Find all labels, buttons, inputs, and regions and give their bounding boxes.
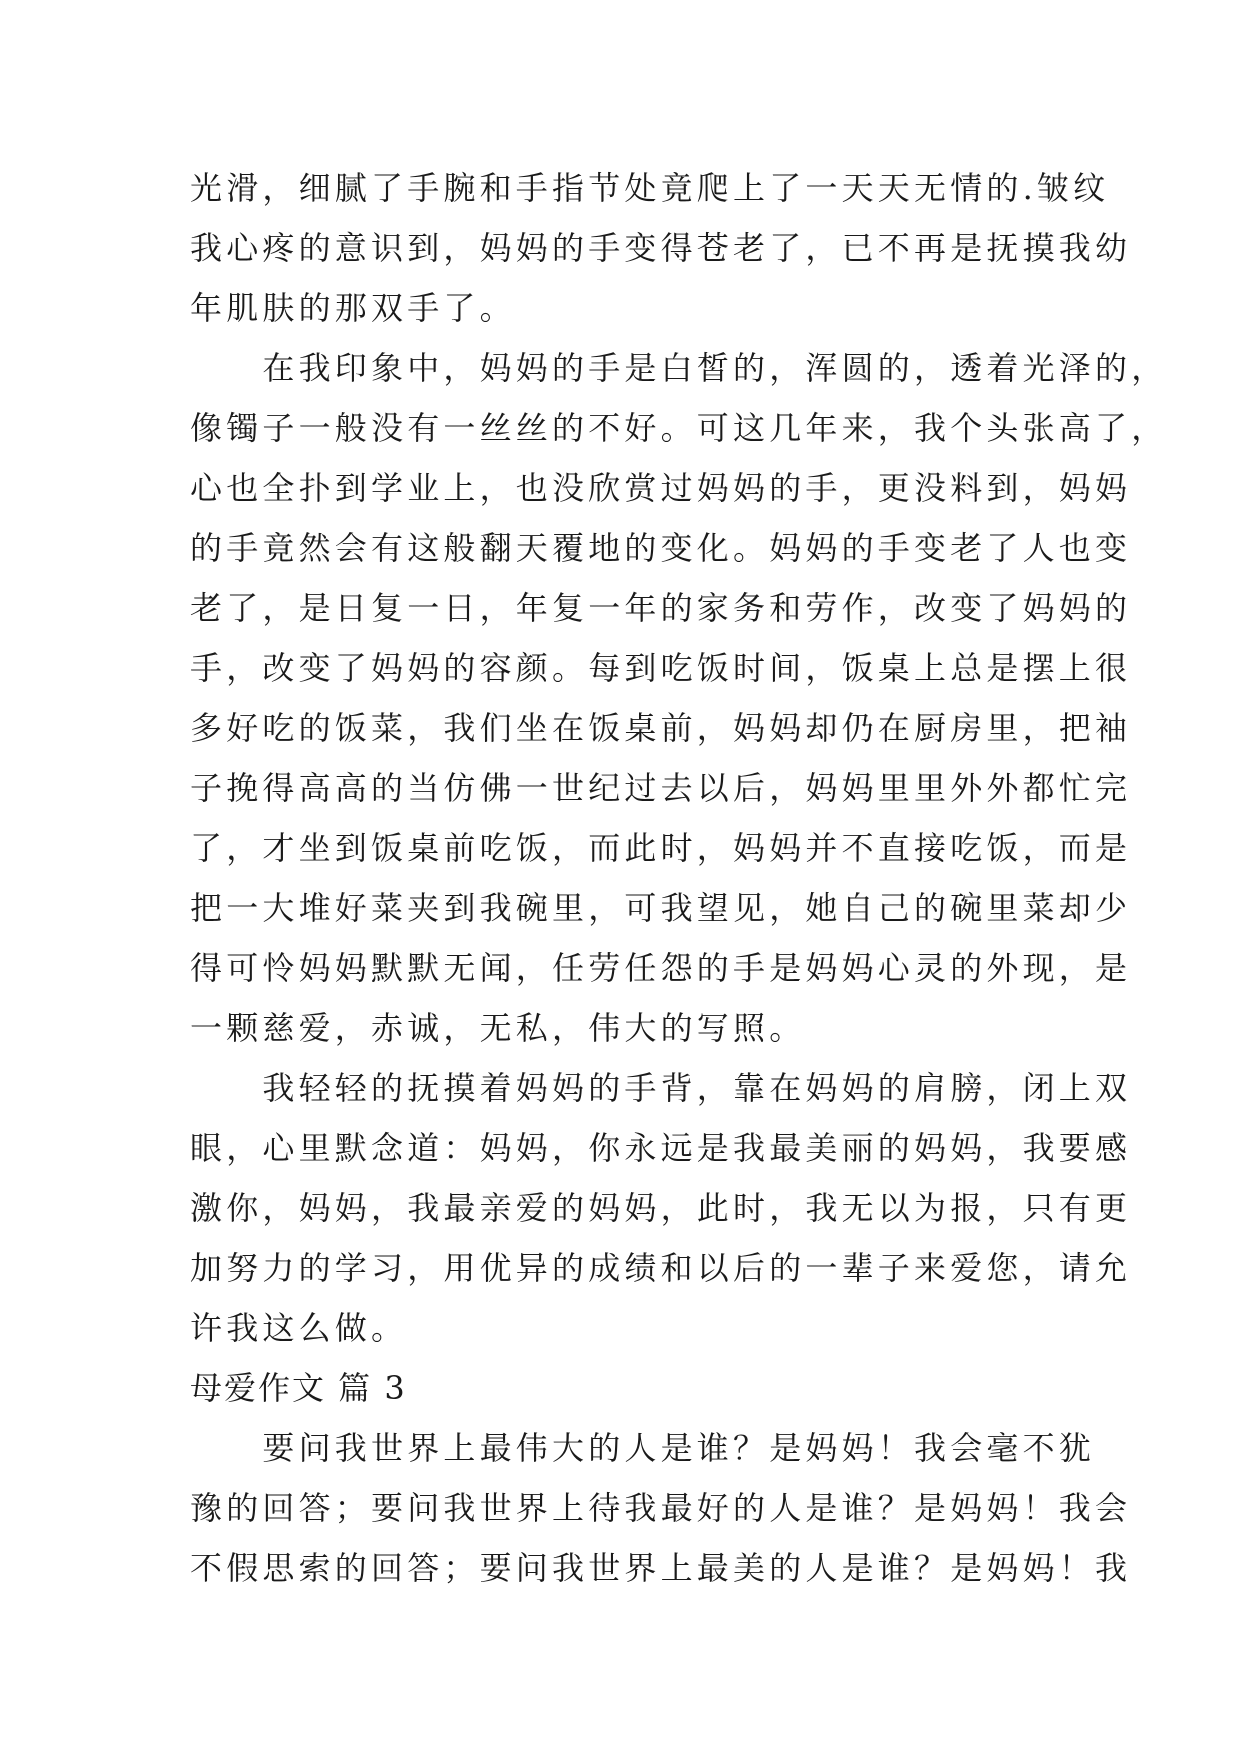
text-line: 眼，心里默念道：妈妈，你永远是我最美丽的妈妈，我要感 bbox=[190, 1129, 1132, 1167]
document-body bbox=[190, 158, 1168, 1598]
text-line: 了，才坐到饭桌前吃饭，而此时，妈妈并不直接吃饭，而是 bbox=[190, 829, 1132, 867]
text-line: 老了，是日复一日，年复一年的家务和劳作，改变了妈妈的 bbox=[190, 589, 1132, 627]
text-line: 心也全扑到学业上，也没欣赏过妈妈的手，更没料到，妈妈 bbox=[190, 469, 1132, 507]
paragraph-1 bbox=[190, 158, 1132, 338]
text-line: 得可怜妈妈默默无闻，任劳任怨的手是妈妈心灵的外现，是 bbox=[190, 949, 1132, 987]
text-line: 年肌肤的那双手了。 bbox=[190, 289, 516, 327]
text-line: 的手竟然会有这般翻天覆地的变化。妈妈的手变老了人也变 bbox=[190, 529, 1132, 567]
text-line: 不假思索的回答；要问我世界上最美的人是谁？是妈妈！我 bbox=[190, 1549, 1132, 1587]
text-line: 像镯子一般没有一丝丝的不好。可这几年来，我个头张高了， bbox=[190, 409, 1168, 447]
section-heading: 母爱作文 篇 3 bbox=[190, 1369, 407, 1407]
text-line: 我心疼的意识到，妈妈的手变得苍老了，已不再是抚摸我幼 bbox=[190, 229, 1132, 267]
text-line: 在我印象中，妈妈的手是白皙的，浑圆的，透着光泽的， bbox=[190, 349, 1168, 387]
paragraph-2 bbox=[190, 338, 1168, 1058]
text-line: 我轻轻的抚摸着妈妈的手背，靠在妈妈的肩膀，闭上双 bbox=[190, 1069, 1132, 1107]
text-line: 把一大堆好菜夹到我碗里，可我望见，她自己的碗里菜却少 bbox=[190, 889, 1132, 927]
text-line: 激你，妈妈，我最亲爱的妈妈，此时，我无以为报，只有更 bbox=[190, 1189, 1132, 1227]
paragraph-4 bbox=[190, 1418, 1132, 1598]
text-line: 加努力的学习，用优异的成绩和以后的一辈子来爱您，请允 bbox=[190, 1249, 1132, 1287]
text-line: 豫的回答；要问我世界上待我最好的人是谁？是妈妈！我会 bbox=[190, 1489, 1132, 1527]
text-line: 手，改变了妈妈的容颜。每到吃饭时间，饭桌上总是摆上很 bbox=[190, 649, 1132, 687]
text-line: 许我这么做。 bbox=[190, 1309, 408, 1347]
text-line: 多好吃的饭菜，我们坐在饭桌前，妈妈却仍在厨房里，把袖 bbox=[190, 709, 1132, 747]
text-line: 一颗慈爱，赤诚，无私，伟大的写照。 bbox=[190, 1009, 806, 1047]
paragraph-3 bbox=[190, 1058, 1132, 1358]
text-line: 要问我世界上最伟大的人是谁？是妈妈！我会毫不犹 bbox=[190, 1429, 1096, 1467]
text-line: 子挽得高高的当仿佛一世纪过去以后，妈妈里里外外都忙完 bbox=[190, 769, 1132, 807]
text-line: 光滑，细腻了手腕和手指节处竟爬上了一天天无情的.皱纹 bbox=[190, 169, 1110, 207]
